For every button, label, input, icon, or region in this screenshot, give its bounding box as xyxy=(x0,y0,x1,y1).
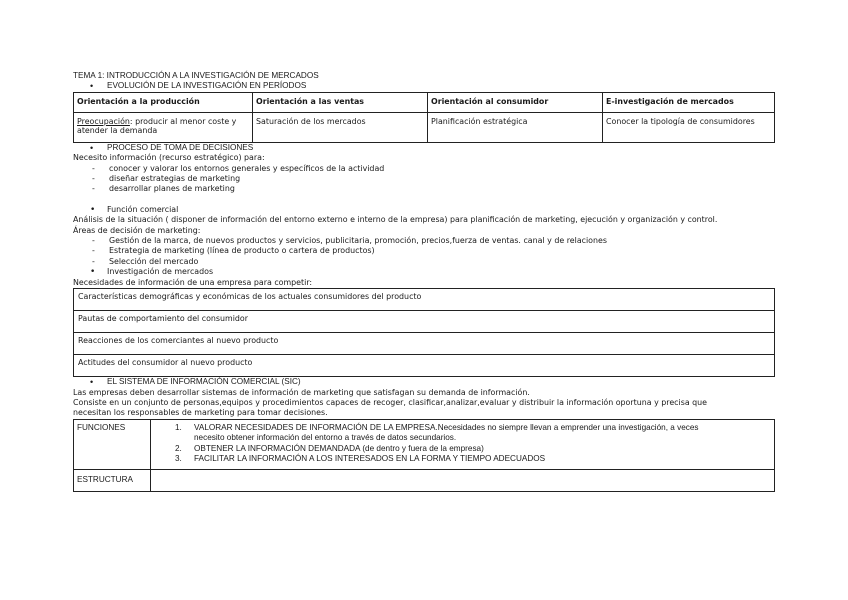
needs-row: Pautas de comportamiento del consumidor xyxy=(74,311,775,333)
need-item: - diseñar estrategias de marketing xyxy=(73,174,775,184)
evolution-header-cell: Orientación a la producción xyxy=(74,92,253,112)
sic-paragraph: Consiste en un conjunto de personas,equipos y procedimientos capaces de recoger, clasificar,analizar,evaluar y distribuir la información oportuna y precisa que xyxy=(73,397,708,407)
function-item: 3. FACILITAR LA INFORMACIÓN A LOS INTERESADOS EN LA FORMA Y TIEMPO ADECUADOS xyxy=(175,453,546,463)
area-bullet-item: • Investigación de mercados xyxy=(73,267,775,277)
needs-row: Actitudes del consumidor al nuevo producto xyxy=(74,355,775,377)
evolution-header-cell: Orientación a las ventas xyxy=(253,92,428,112)
area-item: - Estrategia de marketing (línea de producto o cartera de productos) xyxy=(73,246,775,256)
evolution-cell: Conocer la tipología de consumidores xyxy=(603,112,775,142)
document-page xyxy=(73,71,775,492)
evolution-table xyxy=(73,92,775,143)
evolution-cell-production xyxy=(74,112,253,142)
evolution-header-cell: E-investigación de mercados xyxy=(603,92,775,112)
section-commercial-heading: • Función comercial xyxy=(73,205,775,215)
sic-table xyxy=(73,419,775,492)
functions-label: FUNCIONES xyxy=(74,419,151,469)
need-item: - desarrollar planes de marketing xyxy=(73,184,775,194)
evolution-cell: Planificación estratégica xyxy=(428,112,603,142)
function-item: 2. OBTENER LA INFORMACIÓN DEMANDADA (de dentro y fuera de la empresa) xyxy=(175,443,484,453)
functions-list xyxy=(151,419,775,469)
section-sic-heading: • EL SISTEMA DE INFORMACIÓN COMERCIAL (SIC) xyxy=(73,377,775,387)
needs-row: Reacciones de los comerciantes al nuevo producto xyxy=(74,333,775,355)
evolution-header-cell: Orientación al consumidor xyxy=(428,92,603,112)
needs-title: Necesidades de información de una empresa para competir: xyxy=(73,277,313,287)
needs-row: Características demográficas y económicas de los actuales consumidores del producto xyxy=(74,289,775,311)
section-decisions-heading: • PROCESO DE TOMA DE DECISIONES xyxy=(73,143,775,153)
structure-cell xyxy=(151,469,775,491)
areas-title: Áreas de decisión de marketing: xyxy=(73,225,201,235)
analysis-text: Análisis de la situación ( disponer de información del entorno externo e interno de la empresa) para planificación de marketing, ejecución y organización y control. xyxy=(73,215,718,225)
function-item: 1. VALORAR NECESIDADES DE INFORMACIÓN DE LA EMPRESA.Necesidades no siempre llevan a emprender una investigación, a veces necesito obtener información del entorno a través de datos secundarios. xyxy=(175,422,699,443)
sic-paragraph: Las empresas deben desarrollar sistemas de información de marketing que satisfagan su demanda de información. xyxy=(73,387,530,397)
area-item: - Gestión de la marca, de nuevos productos y servicios, publicitaria, promoción, precios,fuerza de ventas. canal y de relaciones xyxy=(73,236,775,246)
structure-label: ESTRUCTURA xyxy=(74,469,151,491)
preocupacion-label: Preocupación xyxy=(77,116,130,126)
preocupacion-text: : producir al menor coste y atender la demanda xyxy=(77,116,237,136)
need-info-text: Necesito información (recurso estratégico) para: xyxy=(73,153,265,163)
area-item: - Selección del mercado xyxy=(73,257,775,267)
sic-paragraph: necesitan los responsables de marketing para tomar decisiones. xyxy=(73,408,328,418)
need-item: - conocer y valorar los entornos generales y específicos de la actividad xyxy=(73,164,775,174)
page-title: TEMA 1: INTRODUCCIÓN A LA INVESTIGACIÓN DE MERCADOS xyxy=(73,71,319,80)
evolution-cell: Saturación de los mercados xyxy=(253,112,428,142)
section-evolution-heading: • EVOLUCIÓN DE LA INVESTIGACIÓN EN PERÍODOS xyxy=(73,81,775,91)
needs-table xyxy=(73,288,775,377)
